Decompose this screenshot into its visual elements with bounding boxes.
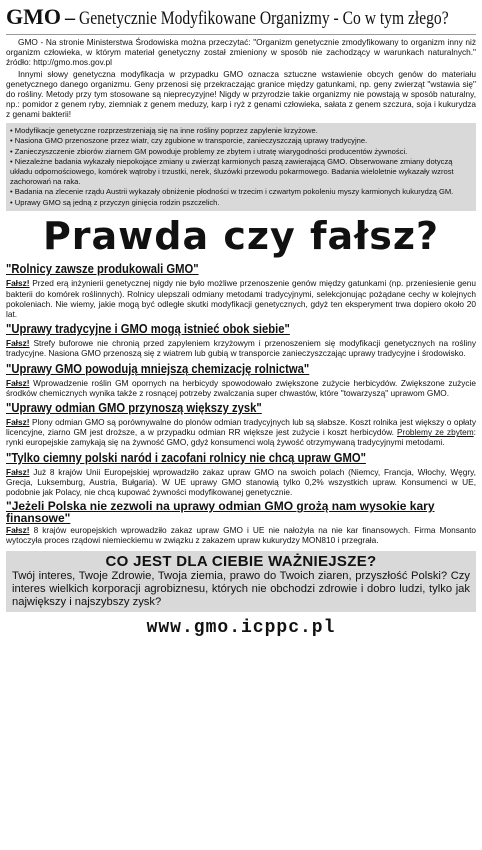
myth-heading: "Uprawy tradycyjne i GMO mogą istnieć obok siebie" <box>6 322 290 337</box>
myth-section <box>6 500 476 545</box>
myth-underlined-text: Problemy ze zbytem <box>397 427 474 438</box>
myth-section <box>6 259 476 319</box>
banner-heading: Prawda czy fałsz? <box>42 214 440 259</box>
fact-item: • Badania na zlecenie rządu Austrii wykazały obniżenie płodności w trzecim i czwartym pokoleniu myszy karmionych kukurydzą GM. <box>10 187 472 197</box>
false-label: Fałsz! <box>6 417 30 427</box>
intro-paragraph: Innymi słowy genetyczna modyfikacja w przypadku GMO oznacza sztuczne wstawienie obcych genów do materiału genetycznego danego organizmu. Geny przenosi się przekraczając granice między gatunkami, np. geny zwierząt "wstawia się" do rośliny. Metody przy tym stosowane są nieprecyzyjne! Nigdy w przyrodzie takie organizmy nie powstają w sposób naturalny, np.: pomidor z genem ryby, ziemniak z genem meduzy, karp i ryż z genami człowieka, sałata z genem szczura, soja i kukurydza z genami bakterii! <box>6 68 476 120</box>
myth-text: Już 8 krajów Unii Europejskiej wprowadziło zakaz upraw GMO na swoich polach (Niemcy, Francja, Włochy, Węgry, Grecja, Luksemburg, Austria, Bułgaria). W UE uprawy GMO stanowią tylko 0,2% wszystkich upraw. Konsumenci w UE, podobnie jak Polacy, nie chcą kupować żywności modyfikowanej genetycznie. <box>6 466 476 498</box>
fact-item: • Zanieczyszczenie zbiorów ziarnem GM powoduje problemy ze zbytem i utratę wiarygodności producentów żywności. <box>10 147 472 157</box>
myth-heading: "Uprawy GMO powodują mniejszą chemizację rolnictwa" <box>6 361 310 376</box>
fact-item: • Nasiona GMO przenoszone przez wiatr, czy zgubione w transporcie, zanieczyszczają uprawy tradycyjne. <box>10 136 472 146</box>
question-box <box>6 551 476 612</box>
question-heading: CO JEST DLA CIEBIE WAŻNIEJSZE? <box>105 552 377 570</box>
myth-section <box>6 319 476 358</box>
false-label: Fałsz! <box>6 525 30 536</box>
title-subtitle: Genetycznie Modyfikowane Organizmy - Co w tym złego? <box>79 8 449 29</box>
myth-text: Przed erą inżynierii genetycznej nigdy nie było możliwe przenoszenie genów między gatunkami (np. przeniesienie genu bakterii do komórek roślinnych). Rolnicy ulepszali odmiany metodami tradycyjnymi, selekcjonując pożądane cechy w kolejnych pokoleniach. Nie wiemy, jakie mogą być odległe skutki modyfikacji genetycznych, gdyż ten eksperyment trwa dopiero około 20 lat. <box>6 278 476 319</box>
false-label: Fałsz! <box>6 338 30 349</box>
intro-paragraph: GMO - Na stronie Ministerstwa Środowiska można przeczytać: "Organizm genetycznie zmodyfikowany to organizm inny niż organizm człowieka, w którym materiał genetyczny został zmieniony w sposób nie zachodzący w warunkach naturalnych." źródło: http://gmo.mos.gov.pl <box>6 37 476 68</box>
false-label: Fałsz! <box>6 466 30 477</box>
myth-body <box>6 417 476 448</box>
myth-section <box>6 448 476 498</box>
fact-item: • Niezależne badania wykazały niepokojące zmiany u zwierząt karmionych paszą zawierającą GMO. Obserwowane zmiany dotyczą układu odpornościowego, komórek wątroby i trzustki, nerek, śluzówki przewodu pokarmowego. Badania wieloletnie wykazały wzrost zachorowań na raka. <box>10 157 472 186</box>
myth-body <box>6 467 476 498</box>
myth-text: 8 krajów europejskich wprowadziło zakaz upraw GMO i UE nie nałożyła na nie kar finansowych. Firma Monsanto wytoczyła proces rządowi niemieckiemu w związku z zakazem upraw kukurydzy MON810 i przegrała. <box>6 525 476 546</box>
myth-body <box>6 378 476 398</box>
myth-heading: "Jeżeli Polska nie zezwoli na uprawy odmian GMO grożą nam wysokie kary finansowe" <box>6 499 435 526</box>
false-label: Fałsz! <box>6 377 30 388</box>
fact-item: • Uprawy GMO są jedną z przyczyn ginięcia rodzin pszczelich. <box>10 198 472 208</box>
leaflet-title <box>6 4 476 35</box>
title-gmo: GMO <box>6 4 61 29</box>
website-url[interactable]: www.gmo.icppc.pl <box>146 617 336 638</box>
myth-body <box>6 338 476 358</box>
myth-section <box>6 359 476 398</box>
myth-text: Plony odmian GMO są porównywalne do plonów odmian tradycyjnych lub są słabsze. Koszt rolnika jest większy o opłaty licencyjne, ziarno GM jest droższe, a w przypadku odmian RR większe jest zużycie i koszt herbicydów. <box>6 417 476 438</box>
myth-heading: "Uprawy odmian GMO przynoszą większy zysk" <box>6 401 262 415</box>
myth-heading: "Rolnicy zawsze produkowali GMO" <box>6 262 199 277</box>
myth-body <box>6 278 476 319</box>
myth-section <box>6 398 476 448</box>
myth-text: : rynki europejskie zamykają się na żywność GMO, gdyż konsumenci wolą żywość otrzymywaną tradycyjnymi metodami. <box>6 427 476 448</box>
intro-text <box>6 37 476 120</box>
title-dash: – <box>65 7 75 29</box>
myth-heading: "Tylko ciemny polski naród i zacofani rolnicy nie chcą upraw GMO" <box>6 450 366 465</box>
facts-box <box>6 123 476 212</box>
myth-body <box>6 525 476 545</box>
fact-item: • Modyfikacje genetyczne rozprzestrzeniają się na inne rośliny poprzez zapylenie krzyżowe. <box>10 126 472 136</box>
question-body: Twój interes, Twoje Zdrowie, Twoja ziemia, prawo do Twoich ziaren, przyszłość Polski? Czy interes wielkich korporacji agrobiznesu, których nie obchodzi zdrowie i dobro ludzi, tylko jak największy i najszybszy zysk? <box>12 569 470 608</box>
false-label: Fałsz! <box>6 278 30 289</box>
myth-text: Strefy buforowe nie chronią przed zapyleniem krzyżowym i przenoszeniem się modyfikacji genetycznych na rośliny tradycyjne. Nasiona GMO przenoszą się z wiatrem lub gubią w transporcie zanieczyszczając uprawy tradycyjne i środowisko. <box>6 338 476 359</box>
myth-text: Wprowadzenie roślin GM opornych na herbicydy spowodowało zwiększone zużycie herbicydów. Zwiększone zużycie środków chemicznych wynika także z rosnącej potrzeby zwalczania super chwastów, które "towarzyszą" uprawom GMO. <box>6 377 476 398</box>
